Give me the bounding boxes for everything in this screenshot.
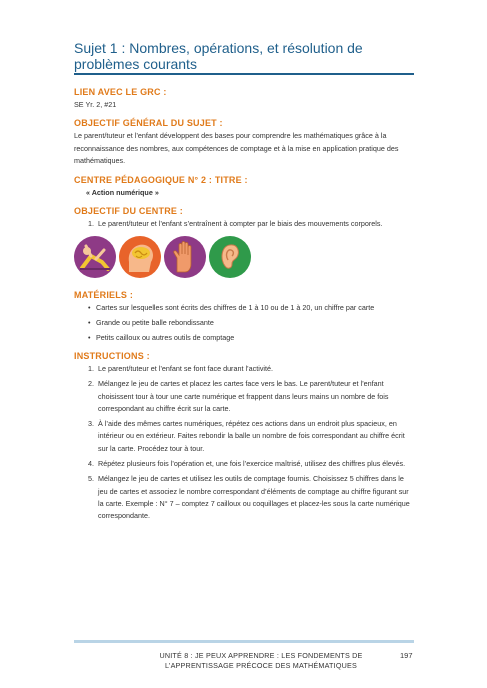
instructions-heading: INSTRUCTIONS : [74,351,150,361]
centre-title: « Action numérique » [86,188,159,197]
brain-icon [119,236,161,278]
materiels-heading: MATÉRIELS : [74,290,134,300]
grc-text: SE Yr. 2, #21 [74,100,117,109]
body-movement-icon [74,236,116,278]
list-item: 3. À l’aide des mêmes cartes numériques, répétez ces actions dans un endroit plus spacieux, en intérieur ou en extérieur. Faites rebondir la balle un nombre de fois correspondant au chiffre écrit sur la carte. Procédez tour à tour. [88,419,405,453]
list-item: 1. Le parent/tuteur et l’enfant se font face durant l’activité. [88,364,274,373]
objectif-general-heading: OBJECTIF GÉNÉRAL DU SUJET : [74,118,223,128]
grc-heading: LIEN AVEC LE GRC : [74,87,167,97]
materiels-list [74,302,414,347]
centre-heading: CENTRE PÉDAGOGIQUE N° 2 : TITRE : [74,175,248,185]
footer-unit-title: UNITÉ 8 : JE PEUX APPRENDRE : LES FONDEMENTS DE L’APPRENTISSAGE PRÉCOCE DES MATHÉMATIQUES [159,651,363,670]
list-item: 2. Mélangez le jeu de cartes et placez les cartes face vers le bas. Le parent/tuteur et l’enfant choisissent tour à tour une carte numérique et frappent dans leurs mains un nombre de fois correspondant au chiffre écrit sur la carte. [88,379,389,413]
objectif-centre-list [74,218,414,233]
list-item: • Cartes sur lesquelles sont écrits des chiffres de 1 à 10 ou de 1 à 20, un chiffre par carte [74,302,414,315]
list-item: • Petits cailloux ou autres outils de comptage [74,332,414,345]
list-item: • Grande ou petite balle rebondissante [74,317,414,330]
title-divider [74,73,414,75]
list-item: 1. Le parent/tuteur et l’enfant s’entraînent à compter par le biais des mouvements corporels. [88,219,383,228]
page-number: 197 [400,651,413,660]
instructions-list [74,363,414,526]
hand-icon [164,236,206,278]
list-item: 4. Répétez plusieurs fois l’opération et, une fois l’exercice maîtrisé, utilisez des chiffres plus élevés. [88,459,406,469]
ear-icon [209,236,251,278]
objectif-centre-heading: OBJECTIF DU CENTRE : [74,206,184,216]
list-item: 5. Mélangez le jeu de cartes et utilisez les outils de comptage fournis. Choisissez 5 chiffres dans le jeu de cartes et associez le nombre correspondant d’éléments de comptage au chiffre figurant sur la carte. Exemple : N° 7 – comptez 7 cailloux ou coquillages et placez-les sous la carte numérique correspondante. [88,474,410,521]
page-title: Sujet 1 : Nombres, opérations, et résolution de problèmes courants [74,40,363,72]
footer-divider [74,640,414,643]
objectif-general-text: Le parent/tuteur et l’enfant développent des bases pour comprendre les mathématiques grâce à la reconnaissance des nombres, aux compétences de comptage et à la mise en application pratique des mathématiques. [74,131,399,165]
